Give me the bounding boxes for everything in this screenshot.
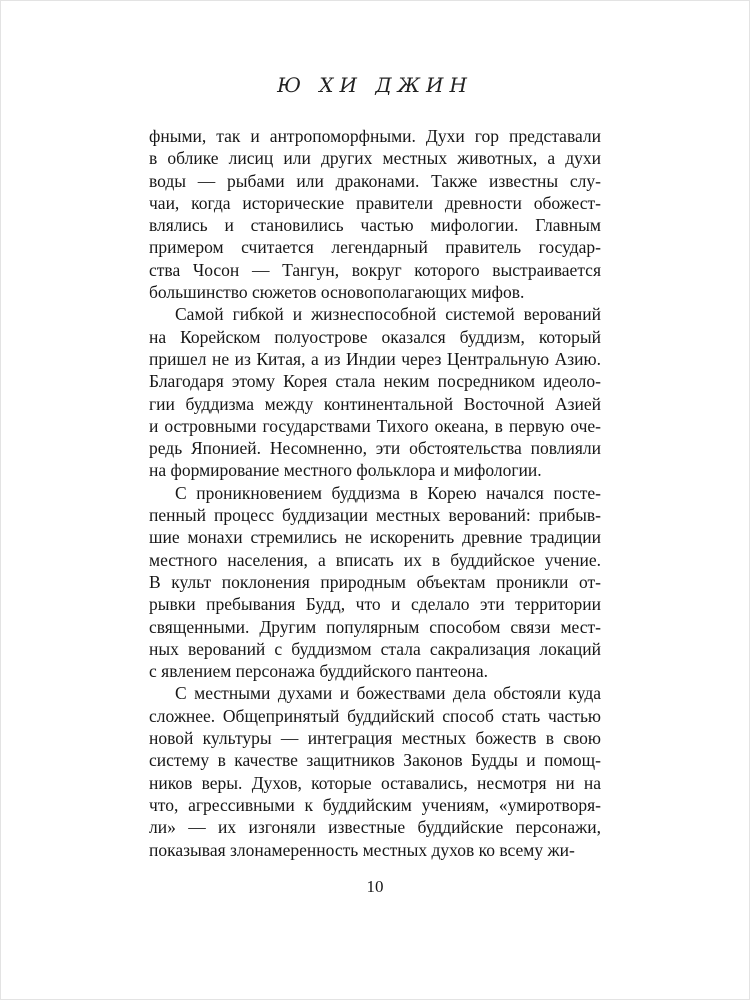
text-line: в облике лисиц или других местных животных, а духи (149, 148, 601, 169)
text-line: что, агрессивными к буддийским учениям, «умиротворя- (149, 794, 601, 815)
text-line: влялись и становились частью мифологии. Главным (149, 215, 601, 236)
text-line: большинство сюжетов основополагающих мифов. (149, 282, 525, 303)
text-line: ных верований с буддизмом стала сакрализация локаций (149, 638, 601, 659)
text-line: показывая злонамеренность местных духов ко всему жи- (149, 839, 575, 860)
text-line: примером считается легендарный правитель государ- (149, 237, 601, 258)
text-line: пришел не из Китая, а из Индии через Центральную Азию. (149, 348, 601, 369)
text-line: местного населения, а вписать их в буддийское учение. (149, 549, 601, 570)
paragraph (149, 482, 601, 683)
text-line: В культ поклонения природным объектам проникли от- (149, 571, 601, 592)
text-line: систему в качестве защитников Законов Будды и помощ- (149, 750, 601, 771)
text-line: новой культуры — интеграция местных божеств в свою (149, 728, 601, 749)
text-line: на формирование местного фольклора и мифологии. (149, 460, 542, 481)
text-line: на Корейском полуострове оказался буддизм, который (149, 326, 601, 347)
text-line: и островными государствами Тихого океана, в первую оче- (149, 415, 601, 436)
text-line: священными. Другим популярным способом связи мест- (149, 616, 601, 637)
text-line: чаи, когда исторические правители древности обожест- (149, 192, 601, 213)
text-line: пенный процесс буддизации местных верований: прибыв- (149, 505, 601, 526)
page-body-text (149, 125, 601, 861)
text-line: редь Японией. Несомненно, эти обстоятельства повлияли (149, 438, 601, 459)
text-line: ников веры. Духов, которые оставались, несмотря ни на (149, 772, 601, 793)
text-line: С проникновением буддизма в Корею начался посте- (175, 482, 601, 503)
text-line: рывки пребывания Будд, что и сделало эти территории (149, 594, 601, 615)
page-number: 10 (366, 877, 384, 896)
paragraph (149, 303, 601, 481)
text-line: с явлением персонажа буддийского пантеона. (149, 661, 489, 682)
text-line: ства Чосон — Тангун, вокруг которого выстраивается (149, 259, 601, 280)
text-line: ли» — их изгоняли известные буддийские персонажи, (149, 817, 601, 838)
paragraph (149, 682, 601, 860)
text-line: фными, так и антропоморфными. Духи гор представали (149, 126, 601, 146)
text-line: сложнее. Общепринятый буддийский способ стать частью (149, 705, 601, 726)
paragraph (149, 125, 601, 303)
running-header: Ю ХИ ДЖИН (277, 73, 473, 97)
text-line: шие монахи стремились не искоренить древние традиции (149, 527, 601, 548)
text-line: Благодаря этому Корея стала неким посредником идеоло- (149, 371, 601, 392)
text-line: С местными духами и божествами дела обстояли куда (175, 683, 601, 704)
text-line: Самой гибкой и жизнеспособной системой верований (175, 304, 601, 325)
text-line: воды — рыбами или драконами. Также известны слу- (149, 170, 601, 191)
text-line: гии буддизма между континентальной Восточной Азией (149, 393, 601, 414)
